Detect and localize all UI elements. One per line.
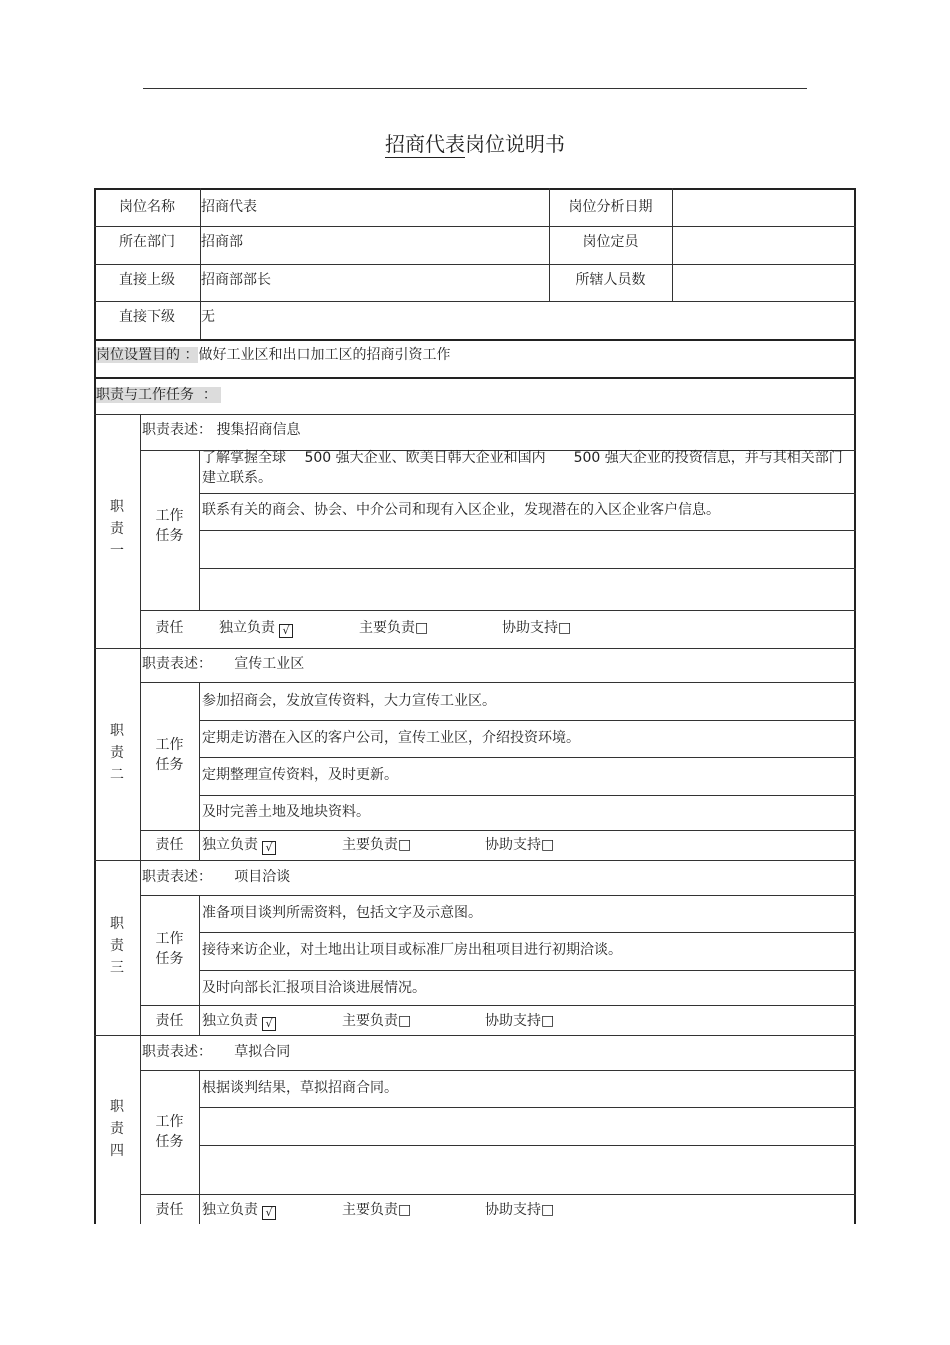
duty-4-title: 职 责 四: [110, 1099, 124, 1159]
document-title: 招商代表岗位说明书: [385, 132, 565, 156]
value-department: 招商部: [201, 234, 243, 250]
value-superior: 招商部部长: [201, 272, 271, 288]
label-superior: 直接上级: [119, 272, 175, 288]
duty-1-tasks-label: 工作 任务: [155, 508, 184, 544]
checkbox-empty-icon: □: [415, 620, 429, 636]
checkbox-empty-icon: □: [558, 620, 572, 636]
duty-2-task-4: 及时完善土地及地块资料。: [202, 804, 370, 820]
duty-3-task-3: 及时向部长汇报项目洽谈进展情况。: [202, 980, 426, 996]
duties-header: 职责与工作任务 ：: [96, 385, 221, 405]
duty-2-task-1: 参加招商会，发放宣传资料，大力宣传工业区。: [202, 693, 496, 709]
purpose-label: 岗位设置目的 ：: [96, 347, 199, 363]
duty-3-title: 职 责 三: [110, 916, 124, 976]
duty-1-description: 职责表述： 搜集招商信息: [142, 422, 301, 438]
checkbox-checked-icon: √: [279, 624, 293, 638]
duty-1-task-2: 联系有关的商会、协会、中介公司和现有入区企业，发现潜在的入区企业客户信息。: [202, 502, 720, 518]
duty-2-resp-label: 责任: [155, 837, 184, 853]
checkbox-empty-icon: □: [541, 1013, 555, 1029]
checkbox-empty-icon: □: [398, 1013, 412, 1029]
value-job-name: 招商代表: [201, 199, 257, 215]
duty-2-task-3: 定期整理宣传资料，及时更新。: [202, 767, 398, 783]
label-job-name: 岗位名称: [119, 199, 175, 215]
duty-2-resp-independent: 独立负责 √: [202, 835, 276, 855]
duty-3-resp-main: 主要负责□: [342, 1013, 412, 1029]
checkbox-empty-icon: □: [398, 837, 412, 853]
duty-3-description: 职责表述： 项目洽谈: [142, 869, 291, 885]
duty-4-description: 职责表述： 草拟合同: [142, 1044, 291, 1060]
duty-4-resp-independent: 独立负责 √: [202, 1200, 276, 1220]
label-headcount: 岗位定员: [582, 234, 639, 250]
duty-2-title: 职 责 二: [110, 723, 124, 783]
duty-4-resp-main: 主要负责□: [342, 1202, 412, 1218]
duty-4-resp-assist: 协助支持□: [485, 1202, 555, 1218]
checkbox-checked-icon: √: [262, 1017, 276, 1031]
purpose-row: [96, 345, 450, 365]
value-subordinate: 无: [201, 309, 215, 325]
checkbox-checked-icon: √: [262, 841, 276, 855]
duty-2-description: 职责表述： 宣传工业区: [142, 656, 305, 672]
duty-3-resp-independent: 独立负责 √: [202, 1011, 276, 1031]
duty-2-resp-assist: 协助支持□: [485, 837, 555, 853]
duty-1-resp-label: 责任: [155, 620, 184, 636]
checkbox-empty-icon: □: [541, 837, 555, 853]
duty-1-resp-independent: 独立负责 √: [219, 618, 293, 638]
duty-2-tasks-label: 工作 任务: [155, 737, 184, 773]
job-description-table: [94, 188, 856, 1224]
purpose-value: 做好工业区和出口加工区的招商引资工作: [198, 347, 451, 363]
duty-3-resp-label: 责任: [155, 1013, 184, 1029]
label-analysis-date: 岗位分析日期: [568, 199, 653, 215]
duty-1-resp-main: 主要负责□: [359, 620, 429, 636]
duty-3-resp-assist: 协助支持□: [485, 1013, 555, 1029]
checkbox-checked-icon: √: [262, 1206, 276, 1220]
duty-3-task-1: 准备项目谈判所需资料，包括文字及示意图。: [202, 905, 482, 921]
duty-4-tasks-label: 工作 任务: [155, 1114, 184, 1150]
duty-4-task-1: 根据谈判结果，草拟招商合同。: [202, 1080, 398, 1096]
duty-2-resp-main: 主要负责□: [342, 837, 412, 853]
checkbox-empty-icon: □: [398, 1202, 412, 1218]
duty-4-resp-label: 责任: [155, 1202, 184, 1218]
duty-3-tasks-label: 工作 任务: [155, 931, 184, 967]
duty-1-task-1: 了解掌握全球 500 强大企业、欧美日韩大企业和国内 500 强大企业的投资信息，并与其相关部门建立联系。: [202, 450, 843, 486]
duty-1-title: 职 责 一: [110, 499, 124, 559]
checkbox-empty-icon: □: [541, 1202, 555, 1218]
label-department: 所在部门: [119, 234, 175, 250]
label-subordinate-count: 所辖人员数: [575, 272, 646, 288]
duty-3-task-2: 接待来访企业，对土地出让项目或标准厂房出租项目进行初期洽谈。: [202, 942, 622, 958]
header-rule: [143, 88, 807, 89]
duty-1-resp-assist: 协助支持□: [502, 620, 572, 636]
label-subordinate: 直接下级: [119, 309, 175, 325]
duty-2-task-2: 定期走访潜在入区的客户公司，宣传工业区，介绍投资环境。: [202, 730, 580, 746]
